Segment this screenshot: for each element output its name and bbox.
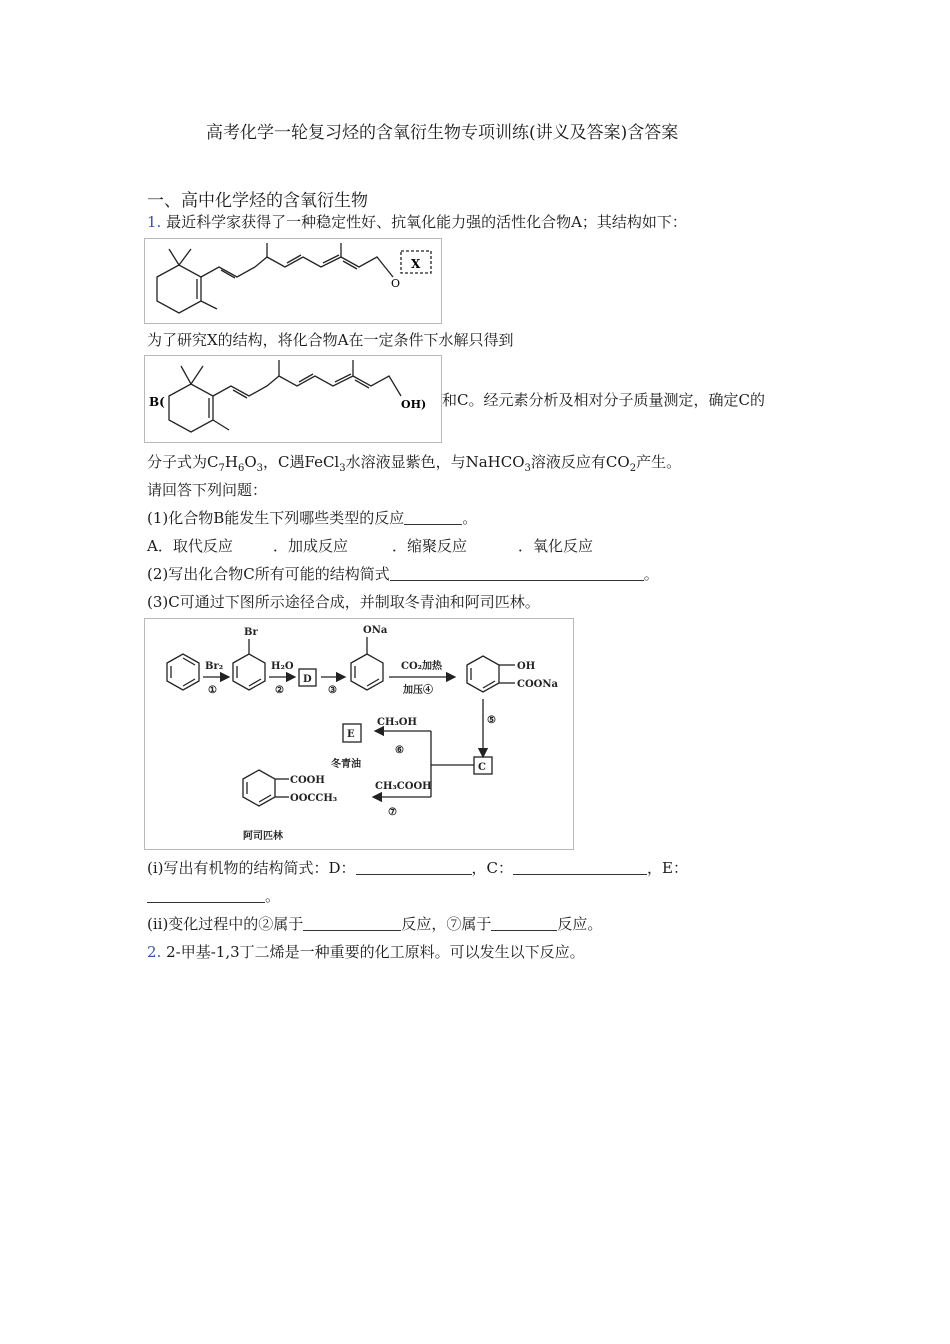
formula-text-1: 分子式为C (147, 453, 219, 471)
reagent-co2-heat: CO₂加热 (401, 661, 443, 672)
step-7-label: ⑦ (388, 807, 397, 818)
step-4-label: 加压④ (403, 685, 433, 696)
answer-blank-d[interactable] (356, 860, 472, 875)
formula-text-7: 产生。 (636, 453, 682, 471)
sub-question-ii (147, 914, 602, 934)
sub-question-i (147, 858, 688, 878)
sub-question-i-cont (147, 886, 280, 906)
wintergreen-oil-label: 冬青油 (331, 759, 361, 770)
structure-b-image (144, 355, 442, 443)
instruction-text: 请回答下列问题： (147, 481, 268, 499)
formula-text-5: 水溶液显紫色，与NaHCO (345, 453, 525, 471)
synthesis-scheme (144, 618, 574, 850)
subscript: 6 (237, 463, 245, 474)
compound-b-label: B( (149, 395, 165, 409)
sub-question-i-text: (ⅰ)写出有机物的结构简式：D： (147, 859, 356, 877)
step-3-label: ③ (328, 685, 337, 696)
option-a: A．取代反应 (147, 537, 233, 555)
subscript: 7 (218, 463, 225, 474)
step-2-label: ② (275, 685, 284, 696)
answer-blank[interactable] (404, 510, 462, 525)
option-b: ．加成反应 (273, 537, 349, 555)
subscript: 3 (524, 463, 531, 474)
sub-question-1 (147, 508, 477, 528)
sub-question-ii-text: (ⅱ)变化过程中的②属于 (147, 915, 304, 933)
reagent-h2o: H₂O (271, 661, 294, 672)
coona-label: COONa (517, 679, 559, 690)
option-c: ．缩聚反应 (392, 537, 468, 555)
cooh-label: COOH (290, 775, 325, 786)
sub-question-1-text: (1)化合物B能发生下列哪些类型的反应 (147, 509, 405, 527)
answer-blank[interactable] (390, 566, 644, 581)
sub-question-3: (3)C可通过下图所示途径合成，并制取冬青油和阿司匹林。 (147, 593, 540, 611)
formula-text-6: 溶液反应有CO (530, 453, 630, 471)
formula-text-4: ，C遇FeCl (263, 453, 340, 471)
step-6-label: ⑥ (395, 745, 404, 756)
label-c: ，C： (471, 859, 514, 877)
compound-c-intro: 和C。经元素分析及相对分子质量测定，确定C的 (442, 391, 765, 409)
oh-label: OH (517, 661, 536, 672)
reagent-ch3oh: CH₃OH (377, 717, 417, 728)
question-2-stem (147, 942, 585, 962)
answer-blank-e[interactable] (147, 888, 265, 903)
option-d: ．氧化反应 (518, 537, 594, 555)
label-e: ，E： (647, 859, 688, 877)
bromo-label: Br (244, 627, 258, 638)
step-1-label: ① (208, 685, 217, 696)
document-title: 高考化学一轮复习烃的含氧衍生物专项训练(讲义及答案)含答案 (206, 123, 679, 143)
sub-question-2-text: (2)写出化合物C所有可能的结构简式 (147, 565, 390, 583)
section-heading: 一、高中化学烃的含氧衍生物 (147, 191, 368, 211)
oxygen-label: O (391, 277, 401, 290)
subscript: 3 (339, 463, 346, 474)
hydroxyl-label: OH) (401, 398, 427, 411)
box-e-label: E (347, 729, 355, 740)
sub-question-2 (147, 564, 659, 584)
subscript: 3 (256, 463, 264, 474)
sub-question-ii-mid: 反应，⑦属于 (401, 915, 492, 933)
period: 。 (265, 887, 281, 905)
answer-blank-step2[interactable] (303, 916, 401, 931)
question-number: 2. (147, 943, 162, 961)
sub-question-ii-end: 反应。 (557, 915, 603, 933)
answer-blank-c[interactable] (513, 860, 647, 875)
question-text: 2-甲基-1,3丁二烯是一种重要的化工原料。可以发生以下反应。 (166, 943, 585, 961)
step-5-label: ⑤ (487, 715, 496, 726)
question-1-stem (147, 212, 687, 232)
oocch3-label: OOCCH₃ (290, 793, 338, 804)
reaction-scheme-diagram (145, 619, 573, 849)
hydrolysis-text: 为了研究X的结构，将化合物A在一定条件下水解只得到 (147, 331, 514, 349)
x-group-label: X (411, 257, 421, 271)
answer-blank-step7[interactable] (491, 916, 557, 931)
formula-text-2: H (224, 453, 238, 471)
box-d-label: D (303, 674, 312, 685)
question-number: 1. (147, 213, 162, 231)
reagent-ch3cooh: CH₃COOH (375, 781, 432, 792)
question-text: 最近科学家获得了一种稳定性好、抗氧化能力强的活性化合物A；其结构如下： (166, 213, 687, 231)
formula-line (147, 452, 681, 479)
formula-text-3: O (244, 453, 257, 471)
period: 。 (643, 565, 659, 583)
reagent-br2: Br₂ (205, 661, 224, 672)
compound-b-structure (145, 356, 441, 442)
subscript: 2 (629, 463, 637, 474)
period: 。 (462, 509, 478, 527)
box-c-label: C (478, 762, 486, 773)
compound-a-structure (145, 239, 441, 323)
ona-label: ONa (363, 625, 388, 636)
aspirin-label: 阿司匹林 (243, 831, 283, 842)
structure-a-image (144, 238, 442, 324)
